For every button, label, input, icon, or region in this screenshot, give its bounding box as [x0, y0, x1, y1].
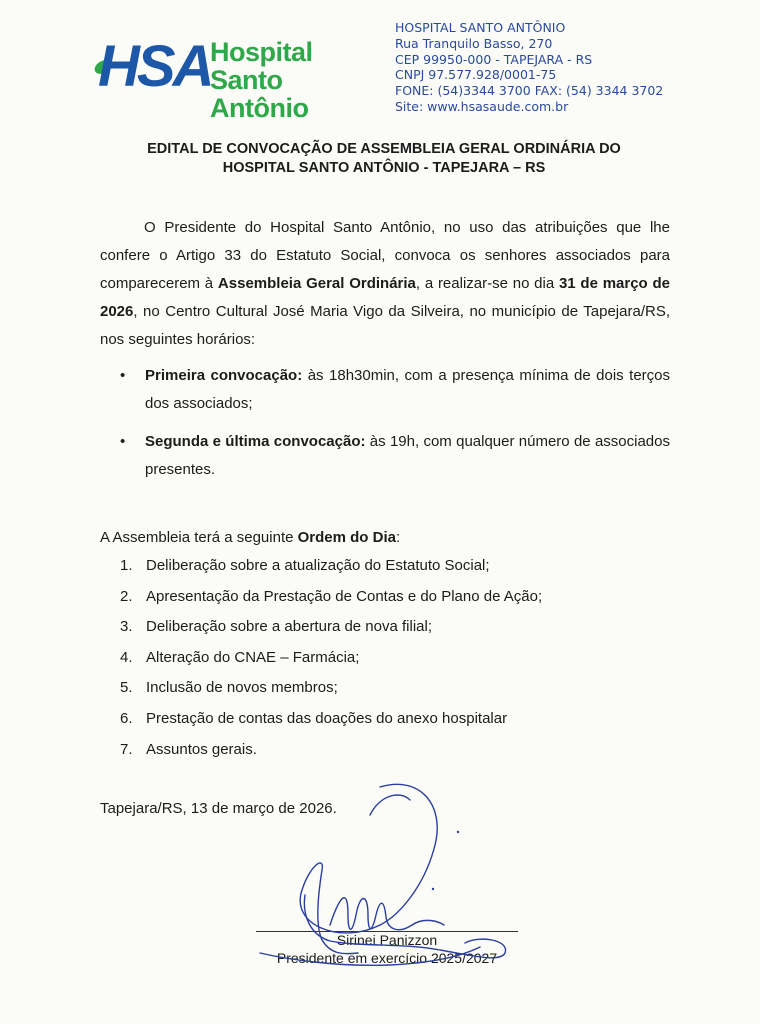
intro-paragraph [100, 214, 670, 354]
agenda-item-number: 3. [120, 618, 133, 636]
agenda-item-number: 4. [120, 648, 133, 666]
agenda-item-text: Prestação de contas das doações do anexo hospitalar [146, 709, 508, 727]
place-date: Tapejara/RS, 13 de março de 2026. [100, 800, 337, 817]
logo-name-line1: Hospital [210, 37, 313, 67]
logo-name-line2: Santo Antônio [210, 65, 309, 123]
list-item [100, 362, 670, 418]
agenda-intro [100, 524, 400, 552]
list-item [100, 428, 670, 484]
intro-text: , no Centro Cultural José Maria Vigo da Silveira, no município de Tapejara/RS, nos seguintes horários: [100, 303, 670, 348]
agenda-list [120, 555, 542, 769]
agenda-item [120, 708, 542, 739]
document-title [100, 140, 668, 178]
agenda-item [120, 739, 542, 770]
bullet-text: às 19h, com qualquer número de associados presentes. [145, 433, 670, 478]
agenda-intro-end: : [395, 529, 401, 546]
agenda-intro-bold: Ordem do Dia [297, 529, 396, 546]
agenda-item-text: Assuntos gerais. [146, 740, 257, 758]
contact-line: FONE: (54)3344 3700 FAX: (54) 3344 3702 [395, 83, 664, 99]
agenda-item [120, 555, 542, 586]
signer-role: Presidente em exercício 2025/2027 [276, 950, 498, 966]
intro-text: , a realizar-se no dia [415, 275, 559, 292]
bullet-label: Segunda e última convocação: [145, 433, 366, 450]
agenda-item-text: Inclusão de novos membros; [146, 679, 338, 697]
agenda-item [120, 647, 542, 678]
intro-bold-date: 31 de março de 2026 [100, 275, 670, 320]
agenda-item [120, 586, 542, 617]
contact-info [395, 20, 663, 115]
title-line2: HOSPITAL SANTO ANTÔNIO - TAPEJARA – RS [222, 160, 546, 176]
convocation-list [100, 362, 670, 494]
bullet-label: Primeira convocação: [145, 367, 303, 384]
bullet-text: às 18h30min, com a presença mínima de dois terços dos associados; [145, 367, 670, 412]
hospital-logo [92, 34, 382, 123]
title-line1: EDITAL DE CONVOCAÇÃO DE ASSEMBLEIA GERAL ORDINÁRIA DO [147, 141, 621, 157]
agenda-item-number: 6. [120, 709, 133, 727]
agenda-item-text: Deliberação sobre a abertura de nova filial; [146, 618, 433, 636]
logo-hospital-name [210, 38, 382, 122]
contact-line: Site: www.hsasaude.com.br [395, 98, 569, 114]
agenda-item-number: 1. [120, 557, 133, 574]
agenda-item-number: 7. [120, 740, 133, 758]
contact-line: Rua Tranquilo Basso, 270 [395, 35, 553, 51]
agenda-item-number: 5. [120, 679, 133, 697]
signer-name: Sirinei Panizzon [336, 932, 438, 948]
bullet-icon: • [120, 367, 126, 384]
agenda-item [120, 677, 542, 708]
agenda-intro-text: A Assembleia terá a seguinte [100, 529, 298, 546]
agenda-item-text: Apresentação da Prestação de Contas e do Plano de Ação; [146, 587, 543, 605]
intro-text: O Presidente do Hospital Santo Antônio, no uso das atribuições que lhe confere o Artigo 33 do Estatuto Social, convoca os senhores associados para comparecerem à [100, 219, 670, 292]
contact-line: HOSPITAL SANTO ANTÔNIO [395, 20, 566, 35]
agenda-item-number: 2. [120, 587, 133, 605]
handwritten-signature [230, 775, 540, 980]
logo-abbreviation: HSA [98, 34, 212, 99]
agenda-item [120, 616, 542, 647]
contact-line: CNPJ 97.577.928/0001-75 [395, 67, 557, 83]
intro-bold-assembly: Assembleia Geral Ordinária [217, 275, 416, 292]
bullet-icon: • [120, 433, 126, 450]
agenda-item-text: Deliberação sobre a atualização do Estatuto Social; [146, 557, 490, 574]
contact-line: CEP 99950-000 - TAPEJARA - RS [395, 51, 593, 67]
agenda-item-text: Alteração do CNAE – Farmácia; [146, 648, 360, 666]
